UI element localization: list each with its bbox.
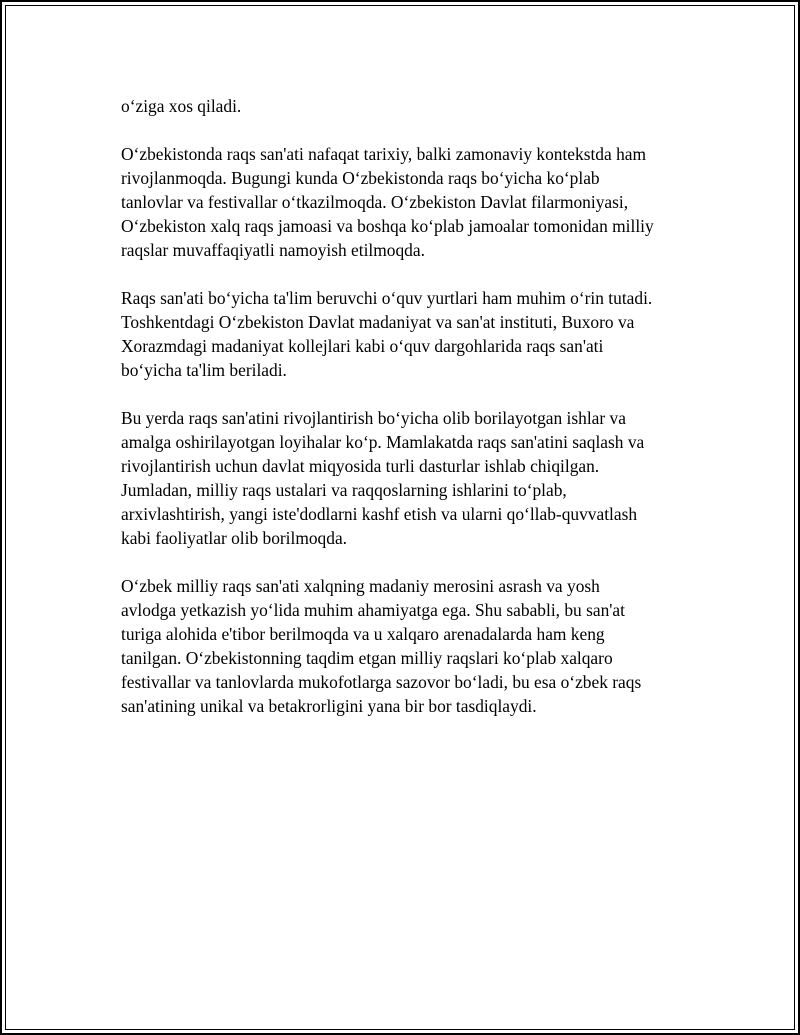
paragraph: Bu yerda raqs san'atini rivojlantirish bo‘yicha olib borilayotgan ishlar va amalga oshirilayotgan loyihalar ko‘p. Mamlakatda raqs san'atini saqlash va rivojlantirish uchun davlat miqyosida turli dasturlar ishlab chiqilgan. Jumladan, milliy raqs ustalari va raqqoslarning ishlarini to‘plab, arxivlashtirish, yangi iste'dodlarni kashf etish va ularni qo‘llab-quvvatlash kabi faoliyatlar olib borilmoqda.	[121, 408, 645, 548]
paragraph: o‘ziga xos qiladi.	[121, 96, 242, 116]
paragraph: Raqs san'ati bo‘yicha ta'lim beruvchi o‘quv yurtlari ham muhim o‘rin tutadi. Toshkentdagi O‘zbekiston Davlat madaniyat va san'at instituti, Buxoro va Xorazmdagi madaniyat kollejlari kabi o‘quv dargohlarida raqs san'ati bo‘yicha ta'lim beriladi.	[121, 288, 653, 380]
paragraph: O‘zbek milliy raqs san'ati xalqning madaniy merosini asrash va yosh avlodga yetkazish yo‘lida muhim ahamiyatga ega. Shu sababli, bu san'at turiga alohida e'tibor berilmoqda va u xalqaro arenadalarda ham keng tanilgan. O‘zbekistonning taqdim etgan milliy raqslari ko‘plab xalqaro festivallar va tanlovlarda mukofotlarga sazovor bo‘ladi, bu esa o‘zbek raqs san'atining unikal va betakrorligini yana bir bor tasdiqlaydi.	[121, 576, 642, 716]
document-body	[121, 94, 691, 742]
paragraph: O‘zbekistonda raqs san'ati nafaqat tarixiy, balki zamonaviy kontekstda ham rivojlanmoqda. Bugungi kunda O‘zbekistonda raqs bo‘yicha ko‘plab tanlovlar va festivallar o‘tkazilmoqda. O‘zbekiston Davlat filarmoniyasi, O‘zbekiston xalq raqs jamoasi va boshqa ko‘plab jamoalar tomonidan milliy raqslar muvaffaqiyatli namoyish etilmoqda.	[121, 144, 654, 260]
